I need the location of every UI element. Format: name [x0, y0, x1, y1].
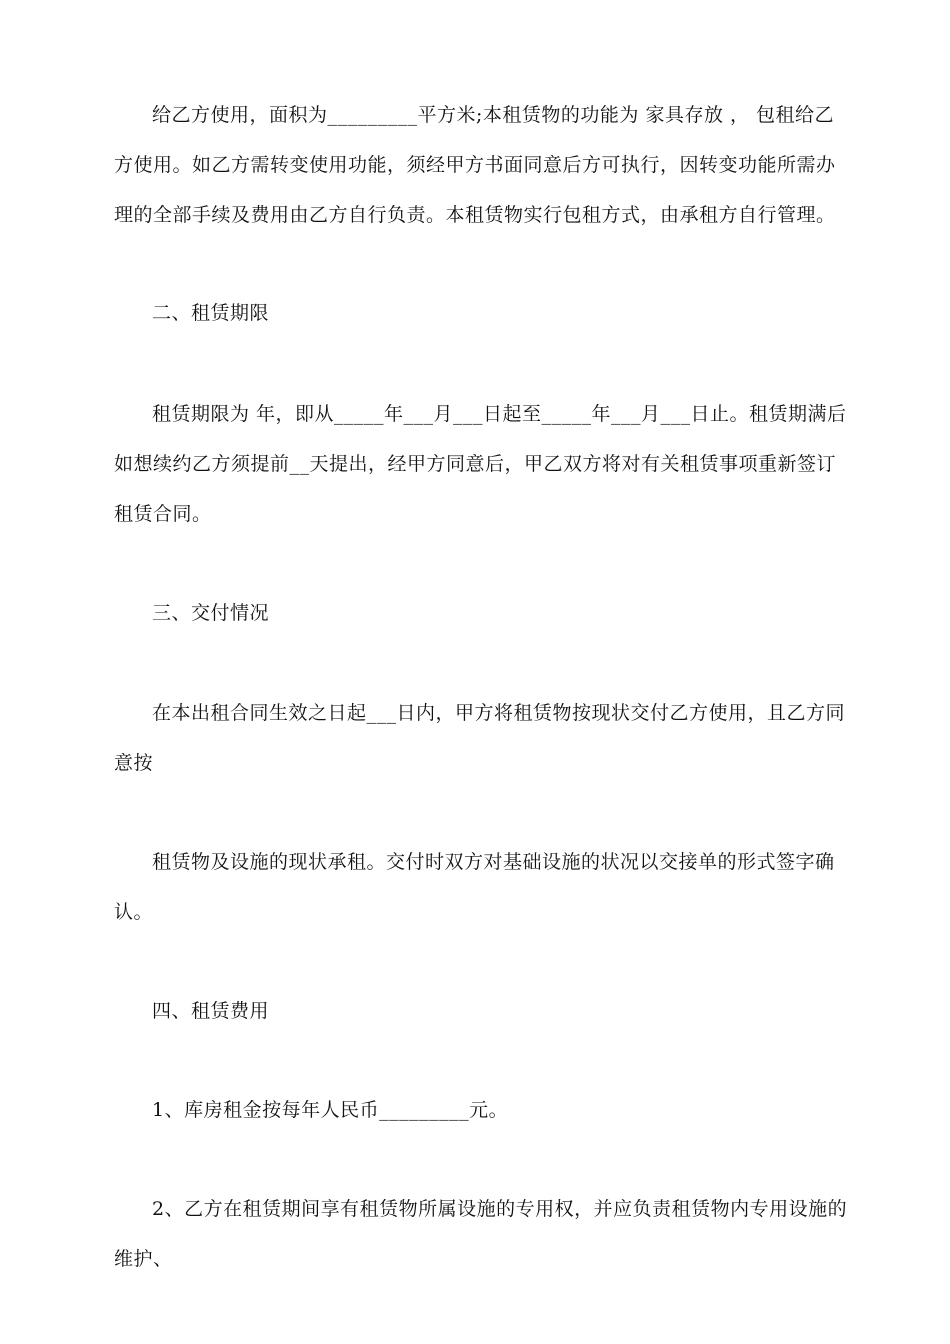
text-line: 理的全部手续及费用由乙方自行负责。本租赁物实行包租方式，由承租方自行管理。	[114, 204, 836, 226]
text-line: 方使用。如乙方需转变使用功能，须经甲方书面同意后方可执行，因转变功能所需办	[114, 154, 836, 176]
text-line: 认。	[114, 901, 154, 923]
text-line: 给乙方使用，面积为_________平方米;本租赁物的功能为 家具存放 ， 包租给乙	[152, 104, 835, 126]
paragraph-rent-amount: 1、库房租金按每年人民币_________元。	[152, 1099, 509, 1121]
text-line: 2、乙方在租赁期间享有租赁物所属设施的专用权，并应负责租赁物内专用设施的	[152, 1198, 848, 1220]
section-heading-rent: 四、租赁费用	[152, 1000, 270, 1022]
section-heading-delivery: 三、交付情况	[152, 602, 270, 624]
text-line: 租赁物及设施的现状承租。交付时双方对基础设施的状况以交接单的形式签字确	[152, 851, 835, 873]
text-line: 意按	[114, 752, 154, 774]
text-line: 如想续约乙方须提前__天提出，经甲方同意后，甲乙双方将对有关租赁事项重新签订	[114, 453, 837, 475]
text-line: 租赁期限为 年，即从_____年___月___日起至_____年___月___日止。租赁期满后	[152, 403, 847, 425]
text-line: 维护、	[114, 1248, 173, 1270]
text-line: 租赁合同。	[114, 503, 212, 525]
text-line: 在本出租合同生效之日起___日内，甲方将租赁物按现状交付乙方使用，且乙方同	[152, 702, 846, 724]
section-heading-lease-term: 二、租赁期限	[152, 302, 270, 324]
